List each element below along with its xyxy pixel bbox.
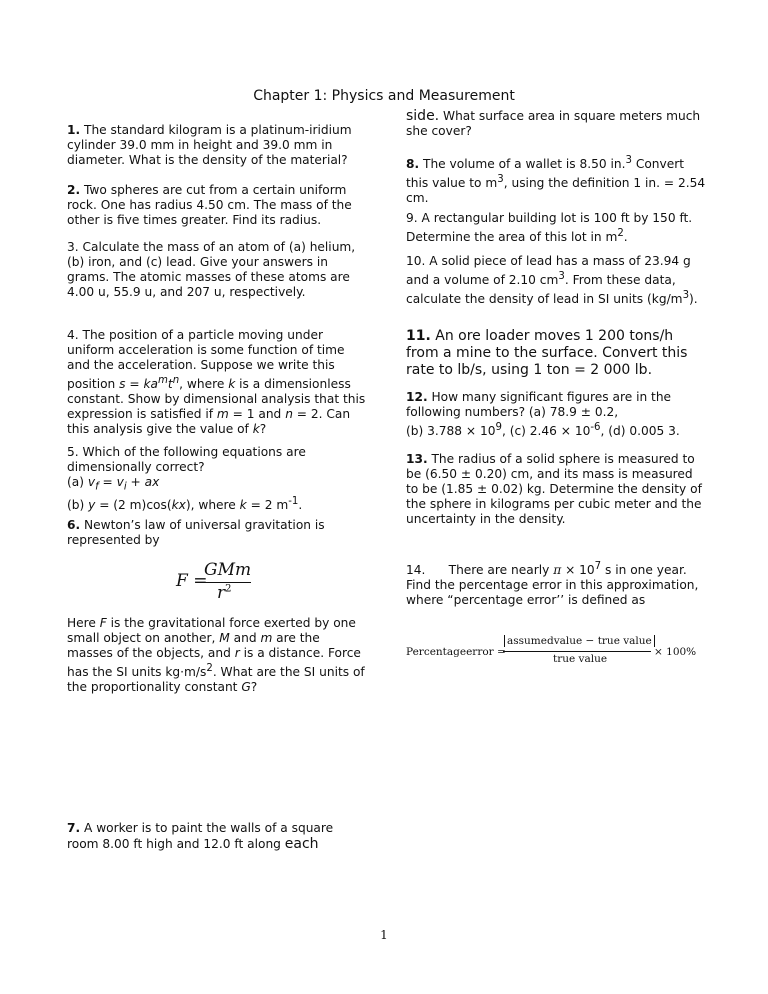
math-exp: 2 xyxy=(617,228,624,239)
problem-text: The radius of a solid sphere is measured to be (6.50 xyxy=(406,452,695,481)
problem-3 xyxy=(67,240,367,300)
math-exp: 9 xyxy=(495,422,502,433)
problem-text: is a dimensionless constant. Show by dimensional analysis that this expression is satisfied if xyxy=(67,377,366,422)
problem-text: , (d) 0.005 3. xyxy=(600,424,680,439)
problem-text: Convert this value to m xyxy=(406,157,685,191)
math-var: ka xyxy=(143,377,159,392)
problem-text: The standard kilogram is a platinum-iridium cylinder 39.0 mm in height and 39.0 mm in diameter. What is the density of the material? xyxy=(67,123,352,167)
problem-text: . From these data, calculate the density of lead in SI units (kg/m xyxy=(406,273,683,307)
pi-symbol: π xyxy=(553,563,562,578)
percentage-error-equation xyxy=(406,635,706,669)
math-exp: 7 xyxy=(594,561,602,572)
problem-number: 7. xyxy=(67,821,81,835)
math-var: G xyxy=(241,680,251,695)
problem-text: , using the definition 1 in. = 2.54 cm. xyxy=(406,176,706,206)
problem-text: Newton’s law of universal gravitation is represented by xyxy=(67,518,325,547)
problem-12-line-2 xyxy=(406,420,706,439)
problem-text: 4. The position of a particle moving under uniform acceleration is some function of time and the acceleration. Suppose we write this position xyxy=(67,328,345,392)
problem-text: , (c) 2.46 × 10 xyxy=(501,424,591,439)
problem-text: each xyxy=(284,836,319,852)
gravitation-equation xyxy=(176,560,276,604)
problem-9 xyxy=(406,211,706,245)
equation-b xyxy=(67,494,367,513)
problem-1 xyxy=(67,123,367,168)
problem-text: There are nearly xyxy=(425,563,554,578)
math-exp: 3 xyxy=(625,155,632,166)
problem-text: How many significant figures are in the following numbers? (a) 78.9 xyxy=(406,390,672,419)
problem-text: × 10 xyxy=(561,563,595,578)
problem-text: 0.2, xyxy=(591,405,619,419)
problem-10 xyxy=(406,254,706,307)
problem-text: 0.02) kg. Determine the density of the sphere in kilograms per cubic meter and the uncertainty in the density. xyxy=(406,482,702,526)
problem-text: A worker is to paint the walls of a square room 8.00 ft high and 12.0 ft along xyxy=(67,821,334,851)
problem-14 xyxy=(406,559,706,608)
problem-text: ? xyxy=(250,680,258,695)
equation-a xyxy=(67,475,367,494)
math-sub: f xyxy=(95,481,99,493)
problem-text: . xyxy=(298,498,303,513)
math-var: v xyxy=(116,475,124,489)
problem-number: 2. xyxy=(67,183,81,197)
problem-6-explanation xyxy=(67,616,367,695)
plus-minus-symbol: ± xyxy=(580,405,592,419)
equation-label: Percentageerror = xyxy=(406,646,506,658)
problem-text: An ore loader moves 1 200 tons/h from a mine to the surface. Convert this rate to lb/s, using 1 ton = 2 000 lb. xyxy=(406,328,688,378)
problem-text: , where xyxy=(179,377,229,392)
problem-text: Here xyxy=(67,616,100,630)
math-var: t xyxy=(167,377,173,392)
problem-text: 0.20) cm, and its mass is measured to be (1.85 xyxy=(406,467,693,496)
fraction-bar xyxy=(503,651,651,652)
problem-number: 1. xyxy=(67,123,81,137)
option-label: (a) xyxy=(67,475,88,489)
math-var: s xyxy=(119,377,126,392)
problem-text: s in one year. Find the percentage error in this approximation, where “percentage error’’ is defined as xyxy=(406,563,699,608)
problem-text: What surface area in square meters much she cover? xyxy=(406,109,701,138)
math-var: + ax xyxy=(126,475,160,489)
problem-text: 9. A rectangular building lot is 100 ft by 150 ft. Determine the area of this lot in m xyxy=(406,211,693,245)
problem-text: = xyxy=(98,475,117,489)
problem-number: 13. xyxy=(406,452,428,466)
math-exp: 3 xyxy=(682,290,690,302)
equation-denominator: true value xyxy=(553,653,608,665)
problem-text: are the masses of the objects, and xyxy=(67,631,320,660)
math-var: r xyxy=(234,646,240,660)
math-var: n xyxy=(285,407,293,422)
problem-2 xyxy=(67,183,367,228)
math-exp: -6 xyxy=(590,422,601,433)
problem-7-continued xyxy=(406,108,706,139)
math-exp: m xyxy=(158,375,168,386)
problem-text: = 1 and xyxy=(228,407,286,422)
problem-4 xyxy=(67,328,367,437)
problem-8 xyxy=(406,153,706,206)
math-exp: 2 xyxy=(225,583,232,595)
problem-text: 3. Calculate the mass of an atom of (a) helium, (b) iron, and (c) lead. Give your answers in grams. The atomic masses of these atoms are 4.00 u, 55.9 u, and 207 u, respectively. xyxy=(67,240,356,299)
problem-text: 10. A solid piece of lead has a mass of 23.94 g and a volume of 2.10 cm xyxy=(406,254,691,288)
math-var: m xyxy=(216,407,229,422)
math-var: kx xyxy=(171,498,186,513)
math-exp: n xyxy=(172,375,180,386)
math-exp: -1 xyxy=(288,496,299,508)
problem-text: ? xyxy=(259,422,267,437)
problem-text: = xyxy=(125,377,144,392)
problem-text: The volume of a wallet is 8.50 in. xyxy=(419,157,626,172)
math-var: v xyxy=(87,475,96,489)
math-var: M xyxy=(219,631,230,645)
problem-text: . xyxy=(623,230,628,245)
problem-11 xyxy=(406,328,706,379)
problem-text: ), where xyxy=(185,498,240,513)
plus-minus-symbol: ± xyxy=(476,482,488,496)
math-exp: 2 xyxy=(206,663,213,674)
problem-number: 14. xyxy=(406,563,426,578)
equation-factor: × 100% xyxy=(654,646,697,658)
plus-minus-symbol: ± xyxy=(460,467,472,481)
equation-numerator: GMm xyxy=(204,560,252,580)
problem-7 xyxy=(67,821,367,852)
math-var: k xyxy=(228,377,236,392)
problem-number: 8. xyxy=(406,157,420,172)
problem-6 xyxy=(67,518,367,548)
math-var: y xyxy=(88,498,96,513)
math-var: F xyxy=(99,616,107,630)
problem-text: is a distance. Force has the SI units kg·m/s xyxy=(67,646,361,680)
problem-text: = 2 m xyxy=(246,498,289,513)
problem-text: and xyxy=(229,631,261,645)
page-title: Chapter 1: Physics and Measurement xyxy=(253,88,515,104)
problem-text: Two spheres are cut from a certain uniform rock. One has radius 4.50 cm. The mass of the other is five times greater. Find its radius. xyxy=(67,183,352,227)
math-var: m xyxy=(260,631,273,645)
math-exp: 3 xyxy=(497,174,504,186)
problem-12 xyxy=(406,390,706,439)
math-sub: i xyxy=(123,481,127,493)
problem-5 xyxy=(67,445,367,514)
equation-numerator: assumedvalue − true value xyxy=(504,635,655,647)
problem-12-line-1 xyxy=(406,390,706,420)
problem-13 xyxy=(406,452,706,527)
problem-number: 12. xyxy=(406,390,428,404)
math-var: k xyxy=(239,498,247,513)
problem-text: = (2 m)cos( xyxy=(95,498,172,513)
problem-number: 11. xyxy=(406,328,431,344)
problem-text: = 2. Can this analysis give the value of xyxy=(67,407,351,437)
problem-number: 6. xyxy=(67,518,81,532)
problem-text: ). xyxy=(689,292,698,307)
option-label: (b) xyxy=(67,498,89,513)
math-var: r xyxy=(217,583,226,603)
problem-text: is the gravitational force exerted by one small object on another, xyxy=(67,616,356,645)
math-exp: 3 xyxy=(558,271,565,282)
problem-text: 5. Which of the following equations are dimensionally correct? xyxy=(67,445,306,474)
equation-lhs: F = xyxy=(176,571,208,591)
equation-denominator xyxy=(217,583,232,603)
math-var: k xyxy=(252,422,260,437)
problem-text: . What are the SI units of the proportionality constant xyxy=(67,665,365,695)
page-number: 1 xyxy=(380,928,388,942)
problem-text: (b) 3.788 × 10 xyxy=(406,424,496,439)
problem-text: side. xyxy=(406,108,440,124)
